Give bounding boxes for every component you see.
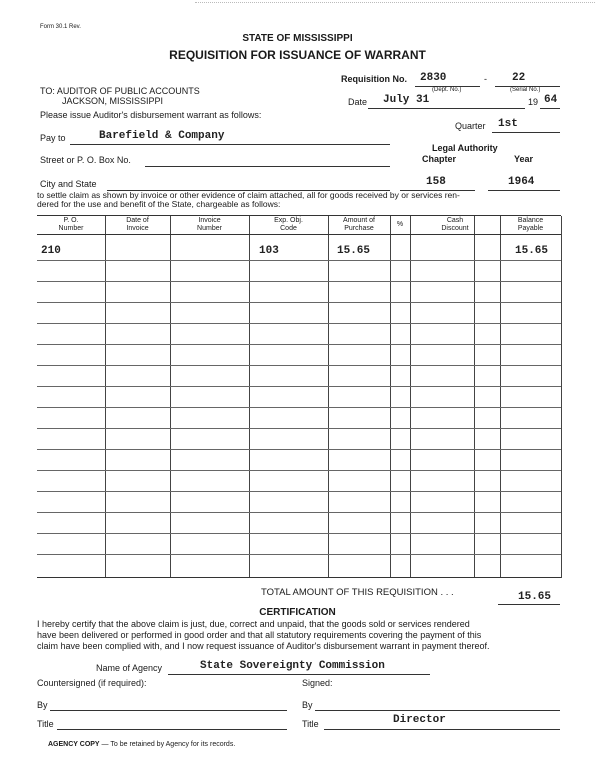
requisition-dash: - [484, 74, 487, 84]
chapter-label: Chapter [422, 154, 457, 164]
row-line [37, 428, 561, 429]
year-suffix: 64 [544, 94, 558, 106]
row-line [37, 281, 561, 282]
quarter-value: 1st [498, 118, 518, 130]
header-balance-payable: Balance Payable [517, 217, 544, 232]
row-line [37, 344, 561, 345]
pay-to-value: Barefield & Company [99, 130, 225, 142]
by-right-label: By [302, 700, 313, 710]
header-percent: % [396, 221, 404, 228]
title-left-line [57, 729, 287, 730]
row-line [37, 491, 561, 492]
street-label: Street or P. O. Box No. [40, 155, 131, 165]
row-line [37, 554, 561, 555]
col-divider [170, 216, 171, 578]
certification-line3: claim have been complied with, and I now request issuance of Auditor's disbursement warrant in payment thereof. [37, 641, 490, 651]
addressee-line2: JACKSON, MISSISSIPPI [62, 96, 164, 106]
certification-line2: have been delivered or performed in good order and that all statutory requirements covering the payment of this [37, 630, 482, 640]
row-line [37, 386, 561, 387]
total-value: 15.65 [518, 591, 552, 603]
date-line [368, 108, 525, 109]
title-right-label: Title [302, 719, 319, 729]
cell-amount-of-purchase: 15.65 [337, 245, 371, 257]
pay-to-label: Pay to [40, 133, 66, 143]
state-heading: STATE OF MISSISSIPPI [242, 33, 353, 44]
header-invoice-number: Invoice Number [197, 217, 222, 232]
quarter-line [492, 132, 560, 133]
col-divider [410, 216, 411, 578]
cell-po-number: 210 [41, 245, 61, 257]
by-left-label: By [37, 700, 48, 710]
form-number: Form 30.1 Rev. [40, 24, 81, 30]
row-line [37, 533, 561, 534]
row-line [37, 323, 561, 324]
agency-line [168, 674, 430, 675]
year-authority-value: 1964 [508, 176, 535, 188]
col-divider [249, 216, 250, 578]
header-divider [37, 234, 561, 235]
row-line [37, 365, 561, 366]
legal-authority-label: Legal Authority [432, 143, 498, 153]
col-divider [561, 216, 562, 578]
row-line [37, 407, 561, 408]
total-label: TOTAL AMOUNT OF THIS REQUISITION . . . [261, 587, 454, 598]
row-line [37, 302, 561, 303]
cell-exp-obj-code: 103 [259, 245, 279, 257]
by-right-line [315, 710, 560, 711]
settle-text-line2: dered for the use and benefit of the State, chargeable as follows: [37, 199, 281, 209]
by-left-line [50, 710, 287, 711]
footer-note [48, 741, 235, 748]
col-divider [328, 216, 329, 578]
signed-label: Signed: [302, 678, 333, 688]
year-line [540, 108, 560, 109]
col-divider [474, 216, 475, 578]
total-line [498, 604, 560, 605]
row-line [37, 512, 561, 513]
header-amount-of-purchase: Amount of Purchase [343, 217, 375, 232]
city-state-label: City and State [40, 179, 97, 189]
dept-no-value: 2830 [420, 72, 447, 84]
form-title: REQUISITION FOR ISSUANCE OF WARRANT [169, 48, 426, 62]
dept-no-caption: (Dept. No.) [432, 87, 462, 93]
quarter-label: Quarter [455, 121, 486, 131]
title-left-label: Title [37, 719, 54, 729]
col-divider [500, 216, 501, 578]
settle-text-line1: to settle claim as shown by invoice or other evidence of claim attached, all for goods received by or services ren- [37, 190, 460, 200]
claim-table [37, 215, 561, 578]
pay-to-line [70, 144, 390, 145]
date-label: Date [348, 97, 368, 107]
header-exp-obj-code: Exp. Obj. Code [274, 217, 303, 232]
row-line [37, 260, 561, 261]
footer-note-bold: AGENCY COPY [48, 741, 100, 748]
title-right-line [324, 729, 560, 730]
agency-value: State Sovereignty Commission [200, 660, 385, 672]
date-value: July 31 [383, 94, 430, 106]
chapter-value: 158 [426, 176, 446, 188]
table-bottom [37, 577, 561, 578]
top-perforation [195, 2, 595, 3]
year-prefix: 19 [528, 97, 539, 107]
header-cash-discount: Cash Discount [441, 217, 469, 232]
certification-heading: CERTIFICATION [259, 607, 336, 618]
header-po-number: P. O. Number [58, 217, 84, 232]
requisition-label: Requisition No. [341, 74, 407, 84]
certification-line1: I hereby certify that the above claim is just, due, correct and unpaid, that the goods sold or services rendered [37, 619, 470, 629]
header-date-of-invoice: Date of Invoice [126, 217, 149, 232]
col-divider [105, 216, 106, 578]
row-line [37, 470, 561, 471]
agency-label: Name of Agency [96, 663, 163, 673]
serial-no-value: 22 [512, 72, 526, 84]
footer-note-text: — To be retained by Agency for its records. [99, 741, 236, 748]
year-authority-line [488, 190, 560, 191]
serial-no-caption: (Serial No.) [510, 87, 541, 93]
row-line [37, 449, 561, 450]
street-line [145, 166, 390, 167]
signer-title-value: Director [393, 714, 446, 726]
instruction-text: Please issue Auditor's disbursement warrant as follows: [40, 110, 262, 120]
col-divider [390, 216, 391, 578]
countersigned-label: Countersigned (if required): [37, 678, 147, 688]
addressee-line1: TO: AUDITOR OF PUBLIC ACCOUNTS [40, 86, 200, 96]
cell-balance-payable: 15.65 [515, 245, 549, 257]
year-label: Year [514, 154, 534, 164]
